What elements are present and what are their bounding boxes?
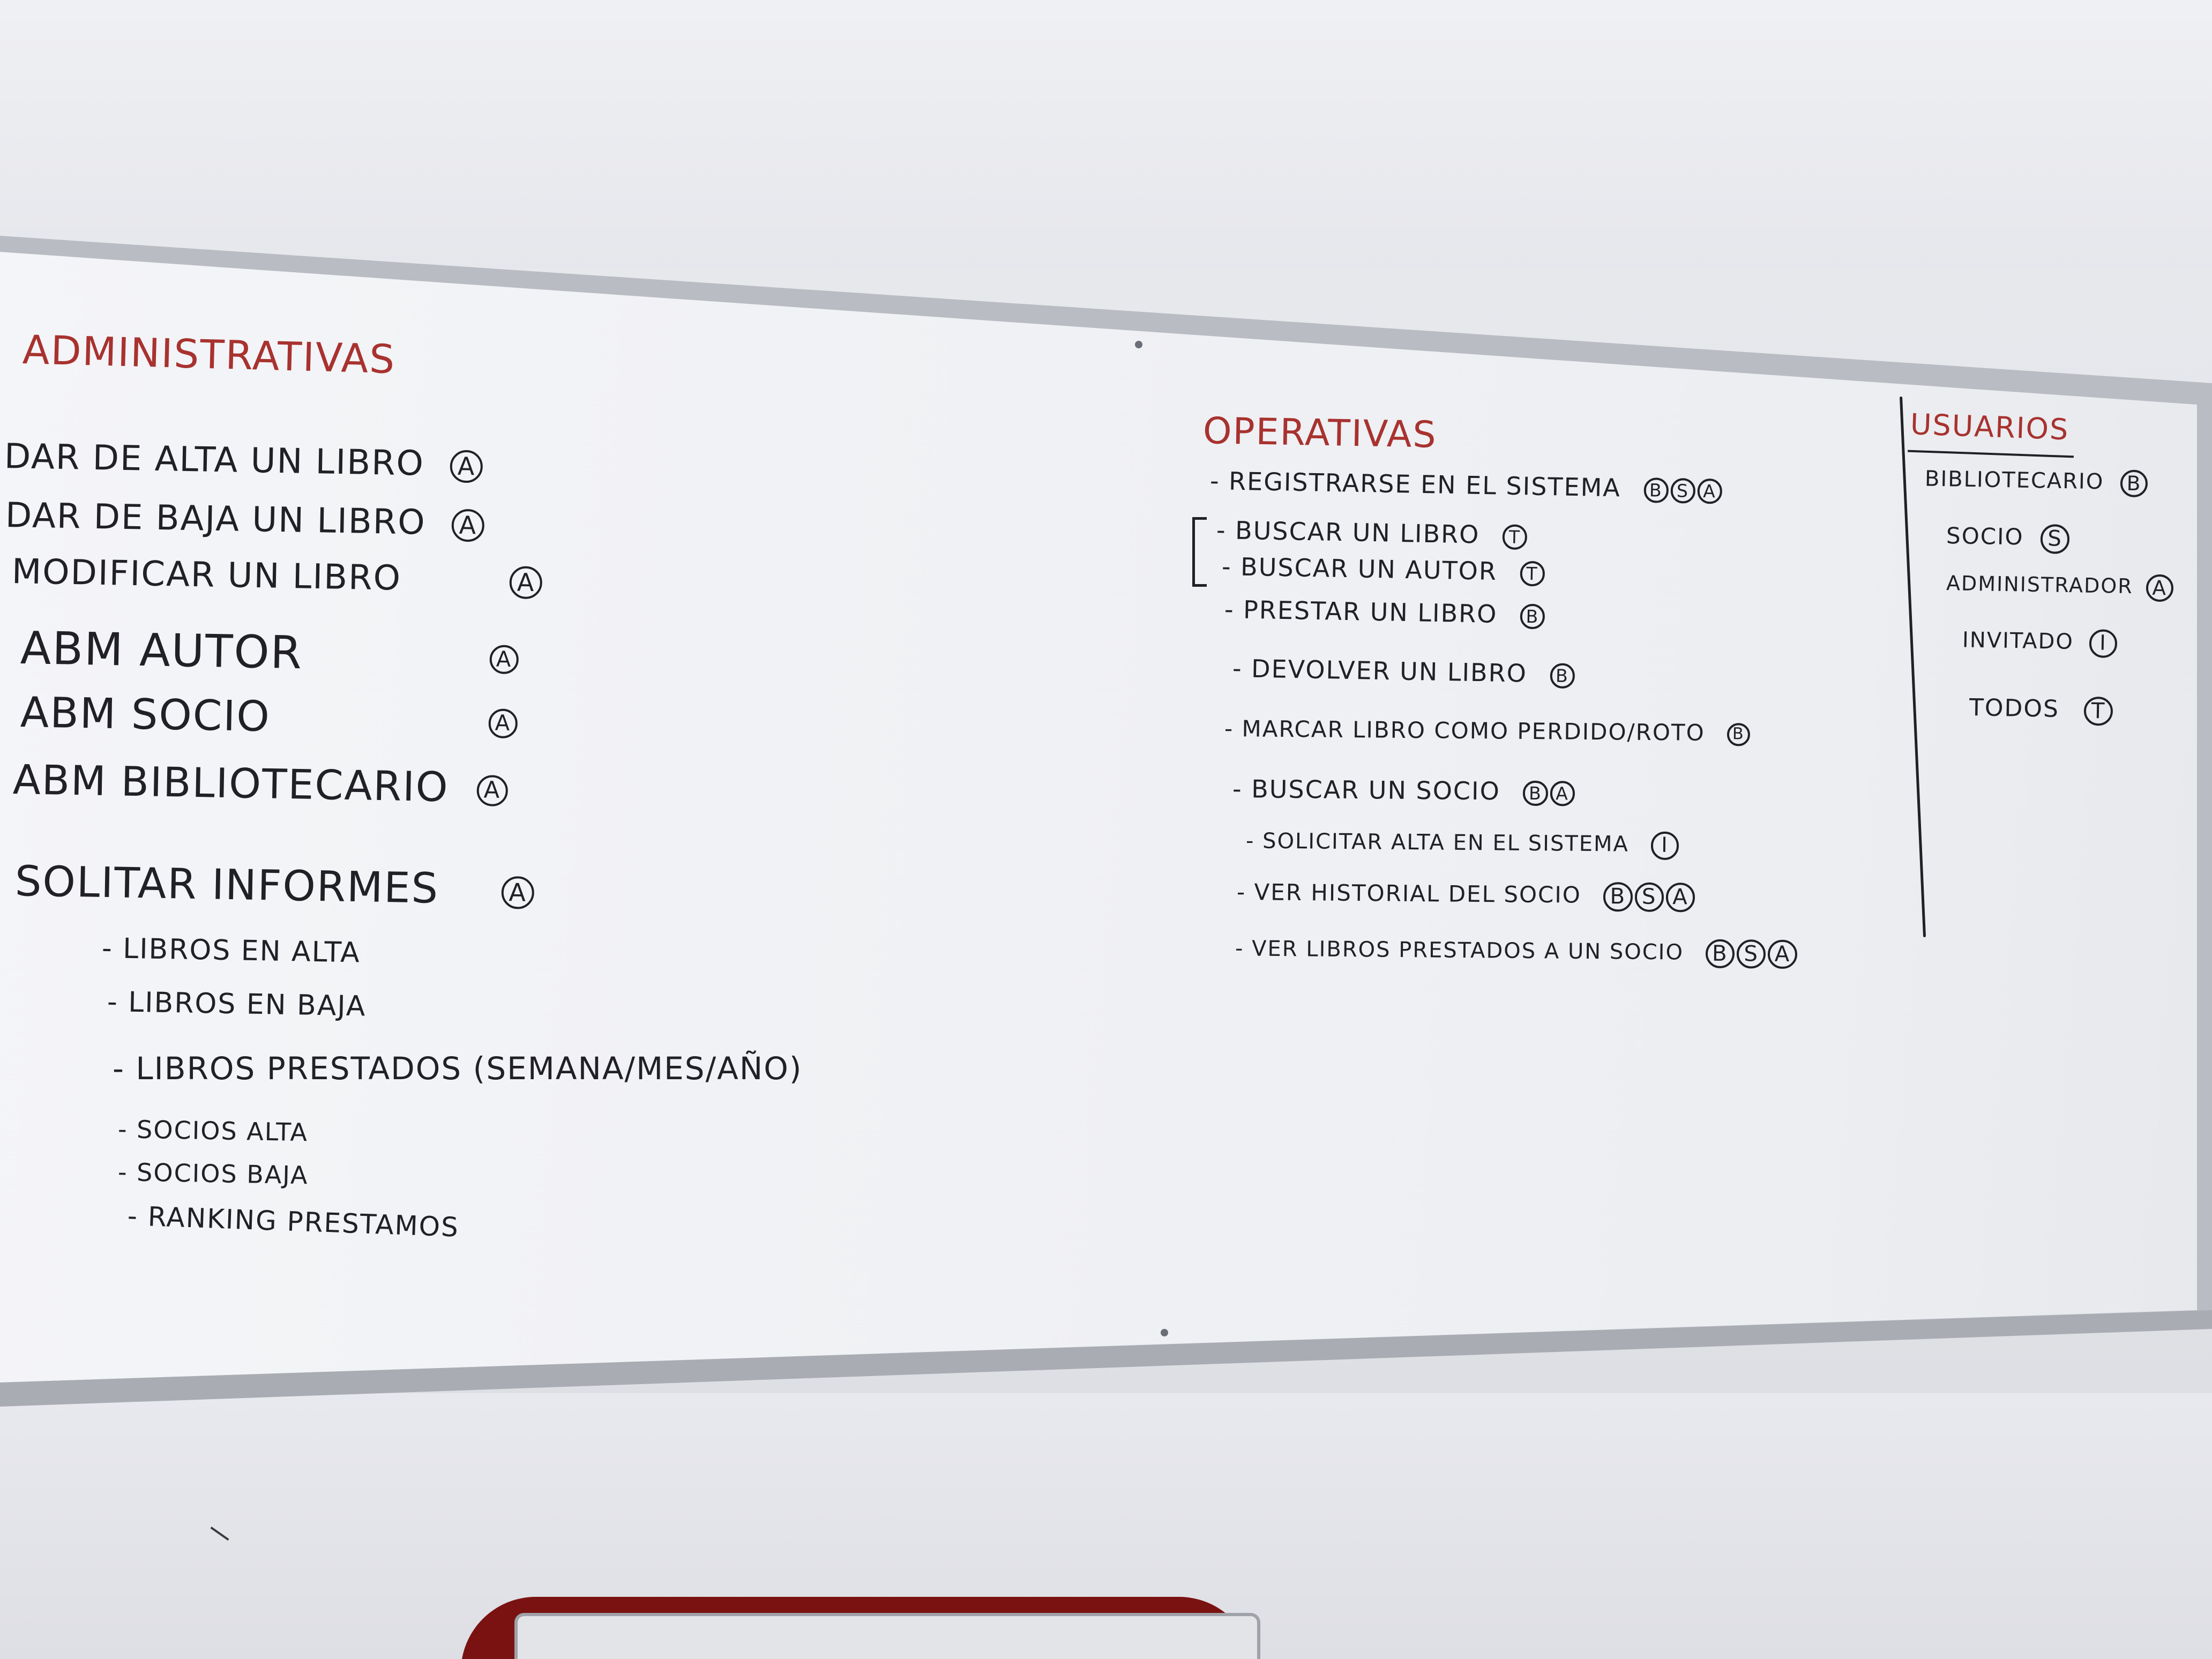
role-badge: A xyxy=(501,876,534,909)
role-badges xyxy=(451,509,484,542)
role-badge: B xyxy=(1523,781,1548,805)
admin-item-text: DAR DE BAJA UN LIBRO xyxy=(5,496,427,543)
role-badges xyxy=(501,876,534,909)
operativas-heading: OPERATIVAS xyxy=(1202,410,1438,457)
chair-seat-edge xyxy=(514,1613,1260,1659)
role-badge: B xyxy=(2120,469,2148,497)
role-badge: S xyxy=(2040,524,2069,554)
usuario-item-text: INVITADO xyxy=(1962,627,2074,654)
role-badge: A xyxy=(476,775,508,806)
role-badge: B xyxy=(1727,723,1750,746)
role-badge: B xyxy=(1643,478,1669,503)
operativas-item xyxy=(1232,654,1575,689)
role-badges xyxy=(1523,781,1575,806)
report-item: - RANKING PRESTAMOS xyxy=(126,1200,460,1243)
admin-item xyxy=(14,857,534,915)
role-badge: T xyxy=(2083,697,2113,726)
report-item: - LIBROS PRESTADOS (SEMANA/MES/AÑO) xyxy=(113,1050,803,1087)
operativas-item xyxy=(1237,879,1695,912)
usuario-item xyxy=(1946,571,2174,602)
admin-heading: ADMINISTRATIVAS xyxy=(21,327,397,383)
role-badge: S xyxy=(1737,939,1766,969)
role-badges xyxy=(1650,832,1679,860)
admin-item-text: ABM AUTOR xyxy=(20,622,303,679)
report-item: - SOCIOS ALTA xyxy=(117,1115,309,1147)
role-badge: B xyxy=(1705,939,1735,969)
usuario-item xyxy=(1962,627,2118,658)
usuario-item xyxy=(1925,466,2148,497)
operativas-item-text: - BUSCAR UN AUTOR xyxy=(1221,552,1498,586)
role-badges xyxy=(1643,478,1722,504)
operativas-item xyxy=(1235,935,1797,969)
role-badge: A xyxy=(450,450,483,483)
role-badges xyxy=(2083,697,2113,726)
role-badges xyxy=(1520,561,1545,586)
role-badges xyxy=(2040,524,2069,554)
admin-item-text: ABM BIBLIOTECARIO xyxy=(12,756,450,811)
role-badge: A xyxy=(1768,940,1797,969)
role-badge: S xyxy=(1670,478,1695,503)
role-badge: S xyxy=(1634,883,1664,912)
role-badge: A xyxy=(488,709,518,738)
admin-item xyxy=(4,437,483,485)
role-badges xyxy=(2146,574,2173,602)
role-badges xyxy=(2089,629,2118,658)
role-badge: A xyxy=(489,645,519,674)
role-badge: A xyxy=(451,509,484,542)
role-badges xyxy=(476,775,508,806)
operativas-item xyxy=(1246,828,1679,860)
role-badges xyxy=(1550,663,1575,689)
role-badge: A xyxy=(510,566,543,599)
report-item: - SOCIOS BAJA xyxy=(117,1157,309,1190)
usuarios-heading: USUARIOS xyxy=(1909,407,2070,447)
role-badge: A xyxy=(1697,479,1722,504)
operativas-item-text: - DEVOLVER UN LIBRO xyxy=(1232,654,1528,688)
operativas-item-text: - REGISTRARSE EN EL SISTEMA xyxy=(1209,466,1621,503)
operativas-item-text: - VER HISTORIAL DEL SOCIO xyxy=(1236,879,1582,908)
role-badges xyxy=(1603,882,1695,912)
operativas-item xyxy=(1222,552,1545,587)
role-badge: A xyxy=(2146,574,2173,602)
board-screw xyxy=(1161,1329,1168,1336)
operativas-item-text: - BUSCAR UN SOCIO xyxy=(1232,774,1501,806)
report-item: - LIBROS EN ALTA xyxy=(101,932,361,969)
usuario-item-text: BIBLIOTECARIO xyxy=(1924,466,2104,495)
role-badge: A xyxy=(1550,781,1574,806)
operativas-item xyxy=(1216,515,1528,550)
role-badge: I xyxy=(1650,832,1679,860)
role-badges xyxy=(450,450,483,483)
role-badge: B xyxy=(1550,663,1575,689)
role-badge: B xyxy=(1603,882,1633,911)
admin-item xyxy=(20,622,519,683)
role-badges xyxy=(488,709,518,738)
admin-item-text: SOLITAR INFORMES xyxy=(14,857,439,913)
role-badges xyxy=(1727,723,1750,746)
role-badges xyxy=(2120,469,2148,497)
role-badges xyxy=(1503,525,1528,550)
operativas-item-text: - PRESTAR UN LIBRO xyxy=(1224,595,1498,629)
grouping-bracket xyxy=(1192,517,1207,587)
admin-item-text: DAR DE ALTA UN LIBRO xyxy=(4,437,425,484)
role-badge: I xyxy=(2089,629,2118,658)
role-badges xyxy=(489,645,519,674)
operativas-item xyxy=(1224,715,1750,746)
admin-item xyxy=(12,756,508,812)
usuario-item xyxy=(1969,694,2113,726)
usuario-item-text: SOCIO xyxy=(1946,522,2024,550)
operativas-item-text: - MARCAR LIBRO COMO PERDIDO/ROTO xyxy=(1224,715,1705,746)
board-screw xyxy=(1135,341,1142,348)
role-badge: B xyxy=(1520,604,1545,629)
usuario-item-text: TODOS xyxy=(1969,694,2060,723)
role-badges xyxy=(1705,939,1797,969)
usuario-item xyxy=(1946,522,2070,554)
admin-item xyxy=(5,496,484,544)
admin-item-text: ABM SOCIO xyxy=(20,689,271,742)
role-badge: T xyxy=(1520,561,1545,586)
operativas-item-text: - VER LIBROS PRESTADOS A UN SOCIO xyxy=(1235,936,1684,965)
wall xyxy=(0,0,2212,268)
role-badge: A xyxy=(1666,883,1695,912)
operativas-item-text: - BUSCAR UN LIBRO xyxy=(1216,515,1480,549)
admin-item xyxy=(20,689,518,745)
usuario-item-text: ADMINISTRADOR xyxy=(1946,571,2134,599)
admin-item-text: MODIFICAR UN LIBRO xyxy=(11,552,402,599)
report-item: - LIBROS EN BAJA xyxy=(107,986,367,1023)
operativas-item xyxy=(1224,595,1545,629)
operativas-item xyxy=(1232,774,1575,806)
role-badges xyxy=(510,566,543,599)
role-badge: T xyxy=(1503,525,1528,550)
operativas-item-text: - SOLICITAR ALTA EN EL SISTEMA xyxy=(1245,828,1630,857)
role-badges xyxy=(1520,604,1545,629)
